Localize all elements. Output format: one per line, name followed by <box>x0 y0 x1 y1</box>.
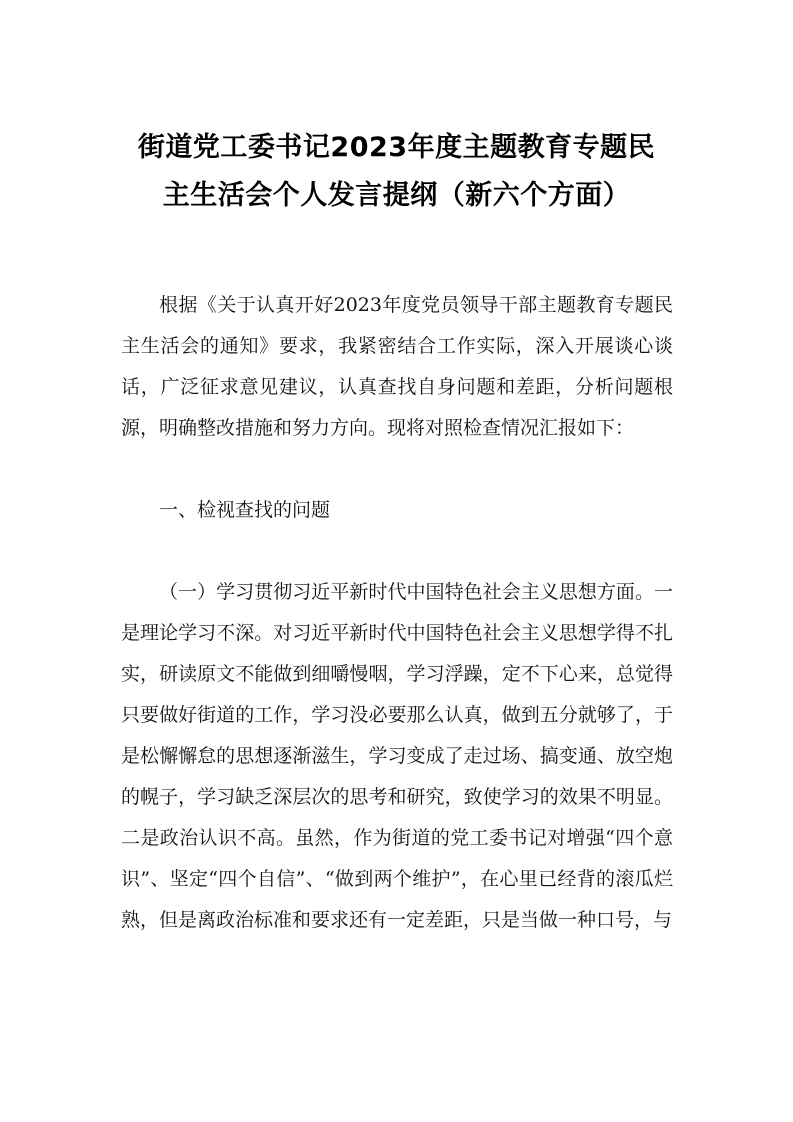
body-paragraph: （一）学习贯彻习近平新时代中国特色社会主义思想方面。一是理论学习不深。对习近平新时代中国特色社会主义思想学得不扎实，研读原文不能做到细嚼慢咽，学习浮躁，定不下心来，总觉得只要做好街道的工作，学习没必要那么认真，做到五分就够了，于是松懈懈怠的思想逐渐滋生，学习变成了走过场、搞变通、放空炮的幌子，学习缺乏深层次的思考和研究，致使学习的效果不明显。二是政治认识不高。虽然，作为街道的党工委书记对增强“四个意识”、坚定“四个自信”、“做到两个维护”，在心里已经背的滚瓜烂熟，但是离政治标准和要求还有一定差距，只是当做一种口号，与 <box>121 581 673 931</box>
paragraph-spacer <box>121 449 673 490</box>
intro-paragraph: 根据《关于认真开好2023年度党员领导干部主题教育专题民主生活会的通知》要求，我紧密结合工作实际，深入开展谈心谈话，广泛征求意见建议，认真查找自身问题和差距，分析问题根源，明确整改措施和努力方向。现将对照检查情况汇报如下： <box>121 294 673 439</box>
paragraph-spacer <box>121 531 673 572</box>
title-line-1: 街道党工委书记2023年度主题教育专题民 <box>137 132 656 163</box>
document-body <box>121 285 673 941</box>
title-line-2: 主生活会个人发言提纲（新六个方面） <box>162 180 631 211</box>
document-title <box>100 124 693 220</box>
section-heading: 一、检视查找的问题 <box>159 499 331 521</box>
